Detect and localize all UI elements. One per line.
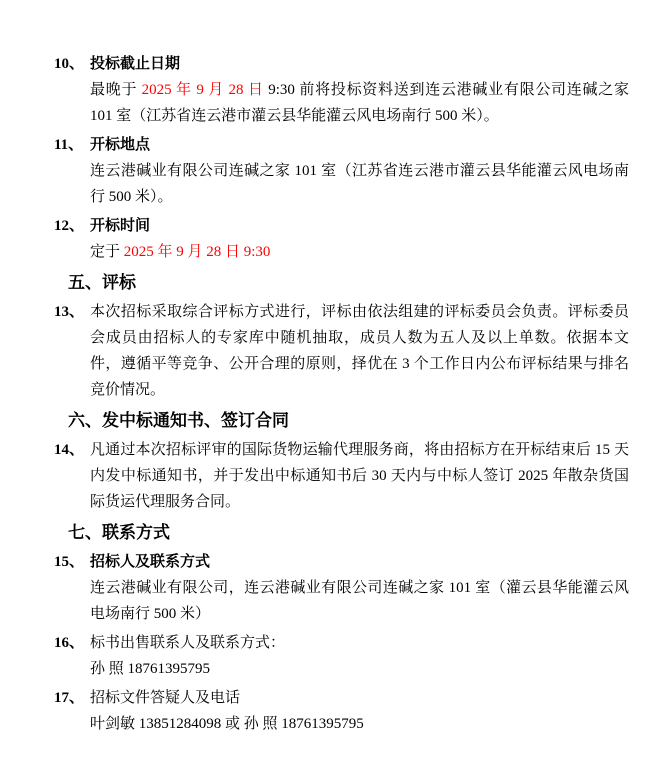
item-10-body-red-date: 2025 年 9 月 28 日 [141, 82, 264, 98]
item-17-number: 17、 [54, 690, 85, 706]
item-17-content [90, 685, 629, 737]
item-13-content [90, 299, 629, 403]
section-heading-award-notice-contract: 六、发中标通知书、签订合同 [68, 411, 289, 430]
item-12-number: 12、 [54, 218, 85, 234]
item-12-content [90, 213, 629, 265]
section-heading-evaluation: 五、评标 [68, 273, 136, 292]
item-17-title: 招标文件答疑人及电话 [90, 690, 241, 706]
item-10-title: 投标截止日期 [90, 56, 181, 72]
item-12-body-red-date: 2025 年 9 月 28 日 9:30 [123, 244, 271, 260]
item-12-body-prefix: 定于 [90, 244, 124, 260]
item-14-number: 14、 [54, 442, 85, 458]
item-10-content [90, 51, 629, 129]
item-15 [54, 549, 629, 627]
item-14 [54, 437, 629, 515]
item-14-body: 凡通过本次招标评审的国际货物运输代理服务商，将由招标方在开标结束后 15 天内发中标通知书，并于发出中标通知书后 30 天内与中标人签订 2025 年散杂货国际货运代理服务合同。 [90, 442, 629, 510]
item-10-number: 10、 [54, 56, 85, 72]
item-11 [54, 132, 629, 210]
item-16-body: 孙 照 18761395795 [90, 661, 211, 677]
item-16 [54, 630, 629, 682]
item-16-title: 标书出售联系人及联系方式： [90, 635, 286, 651]
item-16-number: 16、 [54, 635, 85, 651]
item-11-number: 11、 [54, 137, 84, 153]
item-10-body [90, 77, 629, 129]
item-11-body: 连云港碱业有限公司连碱之家 101 室（江苏省连云港市灌云县华能灌云风电场南行 500 米）。 [90, 163, 629, 205]
item-17 [54, 685, 629, 737]
item-16-content [90, 630, 629, 682]
item-12 [54, 213, 629, 265]
item-11-title: 开标地点 [90, 137, 151, 153]
item-10-body-suffix: 9:30 前将投标资料送到连云港碱业有限公司连碱之家 101 室（江苏省连云港市灌云县华能灌云风电场南行 500 米）。 [90, 82, 629, 124]
item-12-title: 开标时间 [90, 218, 151, 234]
item-15-title: 招标人及联系方式 [90, 554, 211, 570]
item-12-body [90, 239, 629, 265]
item-11-content [90, 132, 629, 210]
item-13-body: 本次招标采取综合评标方式进行，评标由依法组建的评标委员会负责。评标委员会成员由招标人的专家库中随机抽取，成员人数为五人及以上单数。依据本文件，遵循平等竞争、公开合理的原则，择优在 3 个工作日内公布评标结果与排名竞价情况。 [90, 304, 629, 398]
section-heading-contact-info: 七、联系方式 [68, 523, 170, 542]
item-10-body-prefix: 最晚于 [90, 82, 142, 98]
item-14-content [90, 437, 629, 515]
item-10 [54, 51, 629, 129]
item-15-content [90, 549, 629, 627]
item-15-body: 连云港碱业有限公司，连云港碱业有限公司连碱之家 101 室（灌云县华能灌云风电场南行 500 米） [90, 580, 629, 622]
item-17-body: 叶剑敏 13851284098 或 孙 照 18761395795 [90, 716, 364, 732]
item-15-number: 15、 [54, 554, 85, 570]
item-13-number: 13、 [54, 304, 85, 320]
item-13 [54, 299, 629, 403]
